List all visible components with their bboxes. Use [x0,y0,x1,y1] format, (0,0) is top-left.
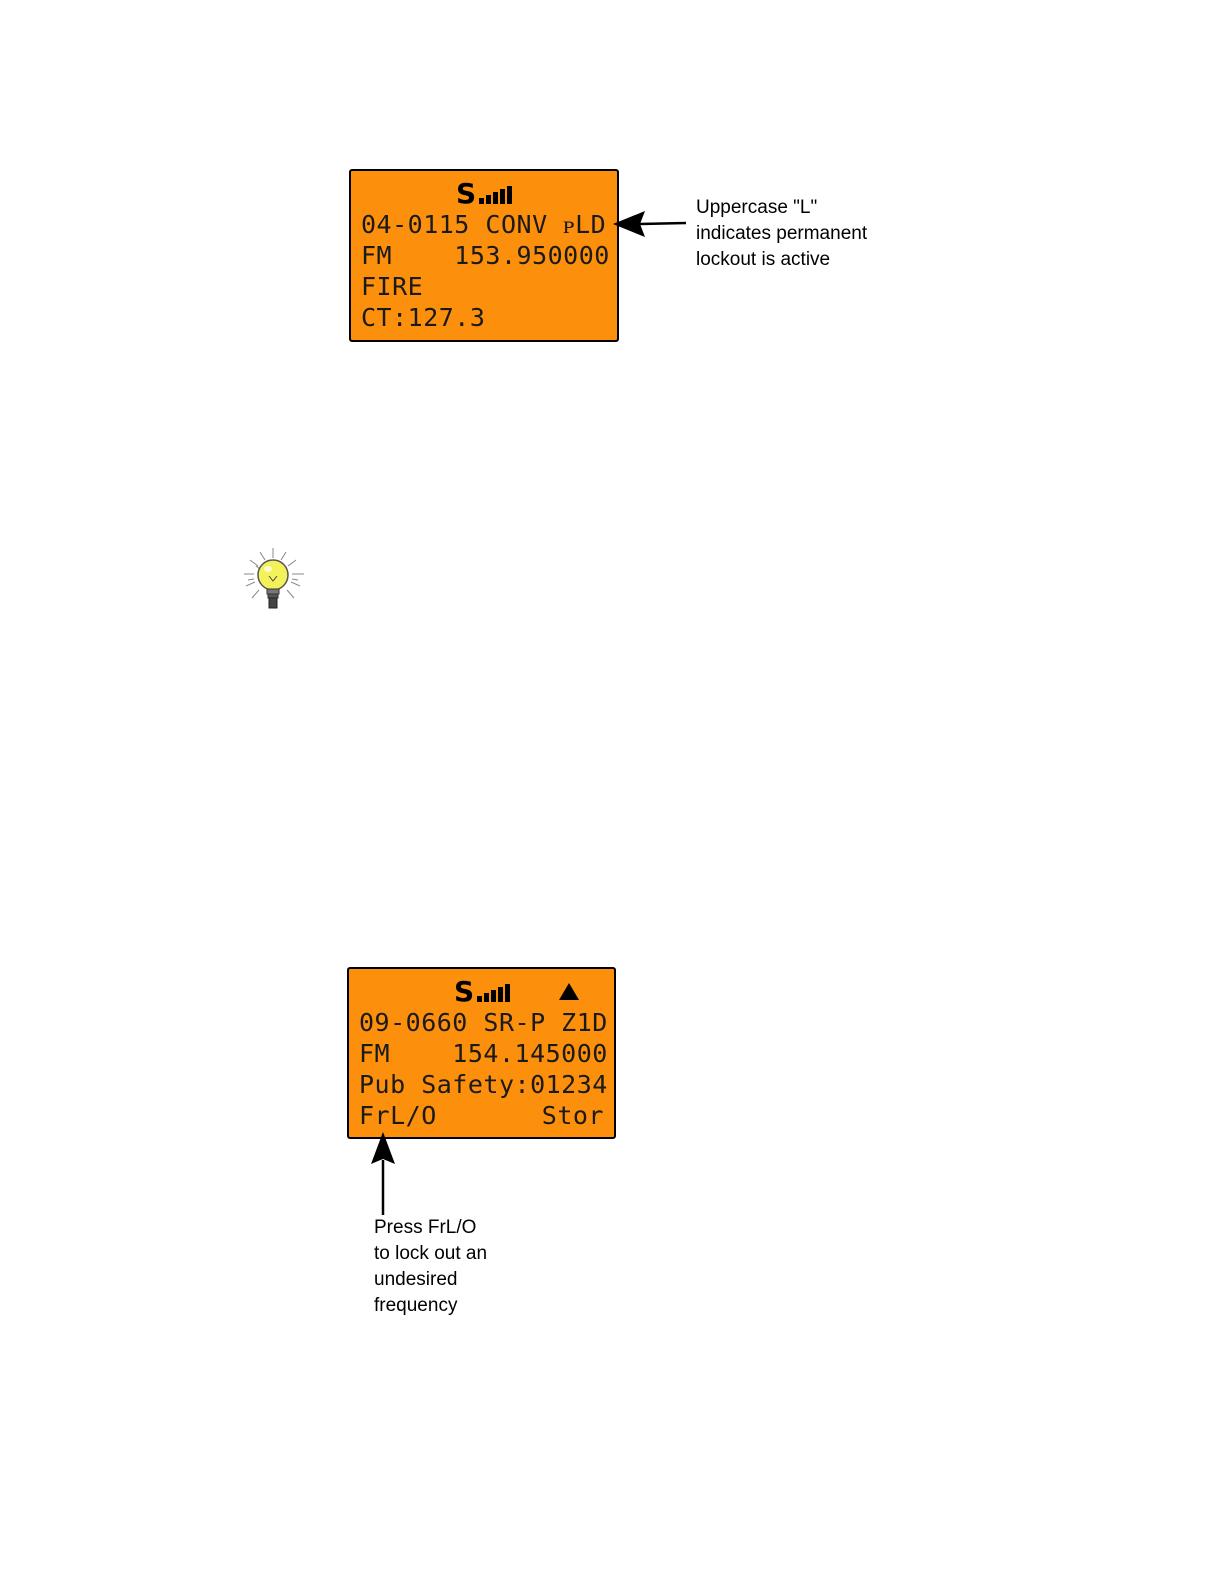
up-triangle-icon [559,983,579,1000]
callout-line: indicates permanent [696,223,868,244]
softkey-frl-o[interactable]: FrL/O [359,1101,437,1130]
lightbulb-icon [238,546,310,612]
display-line-frequency: FM 154.145000 [359,1039,608,1068]
display-line-channel: 04-0115 CONV ᴘLD [361,210,607,239]
softkey-stor[interactable]: Stor [541,1101,604,1130]
scanner-display-softkeys [347,967,616,1139]
arrow-to-frl-o-softkey [371,1132,395,1215]
callout-line: Uppercase "L" [696,197,818,218]
callout-line: frequency [374,1295,458,1316]
signal-strength-label: S [456,177,477,210]
display-line-channel: 09-0660 SR-P Z1D [359,1008,608,1037]
callout-line: undesired [374,1269,458,1290]
callout-line: to lock out an [374,1243,488,1264]
signal-strength-label: S [454,975,475,1008]
display-line-frequency: FM 153.950000 [361,241,610,270]
callout-line: Press FrL/O [374,1217,477,1238]
callout-line: lockout is active [696,249,831,270]
callout-permanent-lockout [696,195,867,273]
display-line-tone: CT:127.3 [361,303,486,332]
display-line-tag: Pub Safety:01234 [359,1070,608,1099]
display-line-tag: FIRE [361,272,424,301]
scanner-display-lockout [349,169,619,342]
signal-bars-icon [479,184,512,204]
callout-press-frl-o [374,1215,487,1319]
signal-bars-icon [477,982,510,1002]
arrow-to-lockout-indicator [613,211,686,237]
